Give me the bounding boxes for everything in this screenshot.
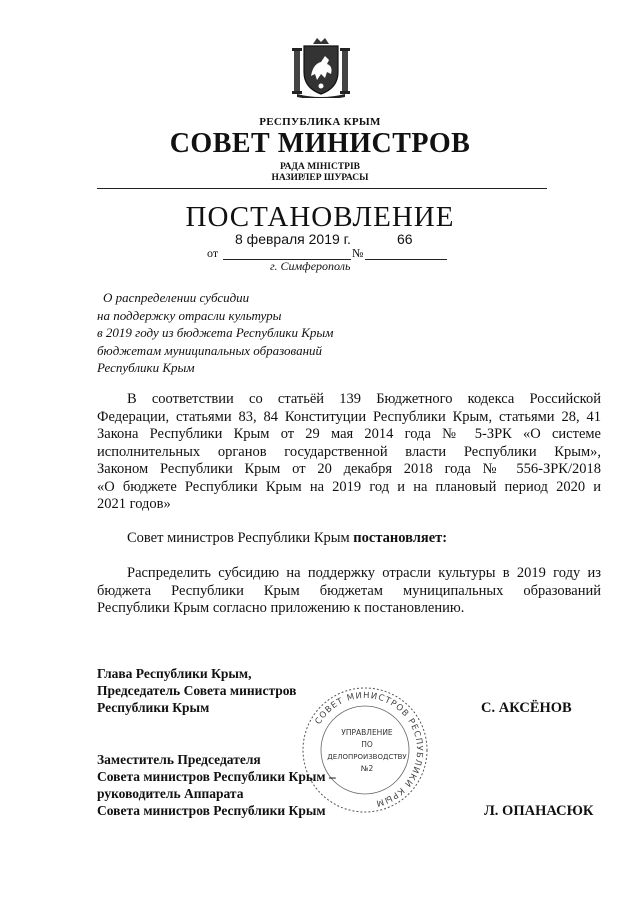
signatory-1-name: С. АКСЁНОВ [481, 700, 572, 716]
signatory-title-line: Заместитель Председателя [97, 752, 261, 767]
preamble-paragraph [97, 391, 601, 514]
council-title-crimean-tatar: НАЗИРЛЕР ШУРАСЫ [271, 173, 369, 183]
republic-label: РЕСПУБЛИКА КРЫМ [259, 116, 381, 128]
signatory-1-title [97, 665, 296, 716]
decree-city: г. Симферополь [270, 259, 351, 273]
paragraph-line: В соответствии со статьёй 139 Бюджетного кодекса Российской [127, 391, 601, 407]
signatory-title-line: Председатель Совета министров [97, 683, 297, 698]
subject-line: О распределении субсидии [103, 290, 250, 305]
council-title: СОВЕТ МИНИСТРОВ [169, 128, 471, 159]
signatory-title-line: Республики Крым [97, 700, 210, 715]
signatory-2-title [97, 751, 336, 819]
operative-paragraph [97, 565, 601, 618]
resolution-sentence [127, 530, 447, 547]
signatory-title-line: Совета министров Республики Крым – [97, 769, 336, 784]
paragraph-line: Закона Республики Крым от 29 мая 2014 года № 5-ЗРК «О системе [97, 426, 601, 442]
decree-title: ПОСТАНОВЛЕНИЕ [185, 201, 455, 233]
decree-number: 66 [397, 231, 413, 247]
stamp-ring-text: СОВЕТ МИНИСТРОВ РЕСПУБЛИКИ КРЫМ [313, 690, 425, 808]
decree-subject [97, 289, 427, 377]
stamp-line: ПО [361, 740, 373, 749]
paragraph-line: бюджета Республики Крым бюджетам муниципальных образований [97, 582, 601, 599]
date-number-line [207, 231, 447, 261]
paragraph-line: Законом Республики Крым от 20 декабря 2018 года № 556-ЗРК/2018 [97, 461, 601, 477]
stamp-line: ДЕЛОПРОИЗВОДСТВУ [327, 753, 407, 761]
paragraph-line: исполнительных органов государственной власти Республики Крым», [97, 443, 601, 460]
date-prefix: от [207, 246, 219, 260]
resolution-verb: постановляет: [353, 530, 448, 546]
decree-date: 8 февраля 2019 г. [235, 231, 351, 247]
subject-line: Республики Крым [97, 360, 195, 375]
header-divider [97, 188, 547, 189]
paragraph-line: Республики Крым согласно приложению к постановлению. [97, 600, 465, 616]
number-underline [365, 259, 447, 260]
subject-line: на поддержку отрасли культуры [97, 307, 282, 323]
signatory-title-line: руководитель Аппарата [97, 786, 244, 801]
subject-line: бюджетам муниципальных образований [97, 342, 323, 358]
resolution-text: Совет министров Республики Крым [127, 530, 354, 546]
subject-line: в 2019 году из бюджета Республики Крым [97, 325, 334, 340]
paragraph-line: Федерации, статьями 83, 84 Конституции Республики Крым, статьями 28, 41 [97, 408, 601, 425]
paragraph-line: Распределить субсидию на поддержку отрасли культуры в 2019 году из [127, 565, 601, 581]
paragraph-line: «О бюджете Республики Крым на 2019 год и на плановый период 2020 и [97, 478, 601, 495]
stamp-line: №2 [360, 764, 374, 773]
coat-of-arms-icon [291, 36, 351, 98]
stamp-line: УПРАВЛЕНИЕ [341, 728, 393, 737]
council-title-ukrainian: РАДА МІНІСТРІВ [279, 162, 360, 172]
signatory-2-name: Л. ОПАНАСЮК [484, 803, 594, 819]
paragraph-line: 2021 годов» [97, 496, 171, 512]
number-prefix: № [352, 246, 364, 260]
signatory-title-line: Глава Республики Крым, [97, 666, 252, 681]
signatory-title-line: Совета министров Республики Крым [97, 803, 326, 818]
